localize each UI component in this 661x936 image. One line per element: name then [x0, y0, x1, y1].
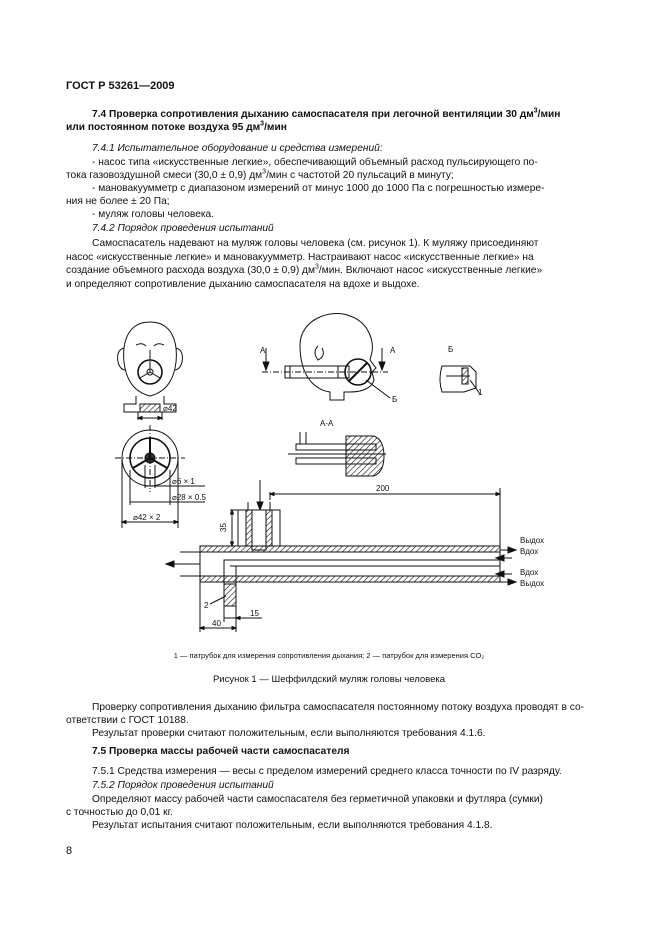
list-item: - насос типа «искусственные легкие», обеспечивающий объемный расход пульсирующего по-: [92, 157, 538, 168]
paragraph-line: с точностью до 0,01 кг.: [66, 807, 173, 818]
section-7-5-title: 7.5 Проверка массы рабочей части самоспасателя: [92, 746, 350, 757]
callout-1: 1: [478, 388, 483, 397]
exhale-label-2: Выдох: [520, 579, 545, 588]
subsection-7-5-2: 7.5.2 Порядок проведения испытаний: [92, 780, 274, 791]
paragraph-line: Проверку сопротивления дыханию фильтра самоспасателя постоянному потоку воздуха проводят в со-: [92, 702, 585, 713]
section-7-4-title: 7.4 Проверка сопротивления дыханию самоспасателя при легочной вентиляции 30 $дм^3$/мин: [92, 107, 561, 120]
dim-d6-label: ⌀6 × 1: [172, 477, 195, 486]
exhale-label-1: Выдох: [520, 536, 545, 545]
paragraph-line: Определяют массу рабочей части самоспасателя без герметичной упаковки и футляра (сумки): [92, 794, 543, 805]
dim-d42-label: ⌀42: [163, 404, 177, 413]
paragraph-line: Самоспасатель надевают на муляж головы человека (см. рисунок 1). К муляжу присоединяют: [92, 238, 539, 249]
list-item-cont: ния не более ± 20 Па;: [66, 196, 170, 207]
paragraph-line: ответствии с ГОСТ 10188.: [66, 715, 189, 726]
document-header: ГОСТ Р 53261—2009: [66, 80, 175, 92]
dim-d28-label: ⌀28 × 0.5: [172, 493, 206, 502]
list-item: - мановакуумметр с диапазоном измерений от минус 1000 до 1000 Па с погрешностью измере-: [92, 183, 545, 194]
dim-15-label: 15: [250, 609, 259, 618]
paragraph-line: насос «искусственные легкие» и мановакуумметр. Настраивают насос «искусственные легкие» на: [66, 252, 534, 263]
dim-35-label: 35: [219, 523, 228, 532]
list-item-cont: тока газовоздушной смеси (30,0 ± 0,9) $дм^3$/мин с частотой 20 пульсаций в минуту;: [66, 168, 454, 181]
sheffield-head-figure: [0, 300, 661, 650]
section-A-left-label: А: [260, 346, 266, 355]
dim-40-label: 40: [212, 619, 221, 628]
section-7-4-title-cont: или постоянном потоке воздуха 95 $дм^3$/мин: [66, 120, 287, 133]
paragraph-line: создание объемного расхода воздуха (30,0 ± 0,9) $дм^3$/мин. Включают насос «искусственные легкие»: [66, 263, 543, 276]
detail-B-view: [440, 366, 480, 394]
paragraph-line: и определяют сопротивление дыханию самоспасателя на вдохе и выдохе.: [66, 279, 420, 290]
head-side-view: [262, 314, 390, 400]
paragraph-line: Результат проверки считают положительным, если выполняются требования 4.1.6.: [92, 728, 486, 739]
tube-section-view: [166, 480, 516, 632]
inhale-label-2: Вдох: [520, 568, 539, 577]
paragraph-line: 7.5.1 Средства измерения — весы с пределом измерений среднего класса точности по IV разряду.: [92, 766, 562, 777]
section-AA-title: А-А: [320, 419, 334, 428]
figure-caption: Рисунок 1 — Шеффилдский муляж головы человека: [212, 674, 446, 685]
dim-d42x2-label: ⌀42 × 2: [133, 513, 161, 522]
detail-B-title: Б: [448, 345, 454, 354]
dim-200-label: 200: [376, 484, 390, 493]
paragraph-line: Результат испытания считают положительным, если выполняются требования 4.1.8.: [92, 820, 493, 831]
view-B-label: Б: [392, 395, 398, 404]
section-AA-view: [288, 432, 386, 476]
subsection-7-4-2: 7.4.2 Порядок проведения испытаний: [92, 223, 274, 234]
figure-legend: 1 — патрубок для измерения сопротивления дыхания; 2 — патрубок для измерения CO₂: [173, 651, 485, 660]
section-A-right-label: А: [390, 346, 396, 355]
list-item: - муляж головы человека.: [92, 209, 215, 220]
subsection-7-4-1: 7.4.1 Испытательное оборудование и средства измерений:: [92, 143, 383, 154]
inhale-label-1: Вдох: [520, 547, 539, 556]
page-number: 8: [66, 845, 73, 857]
callout-2: 2: [204, 601, 209, 610]
